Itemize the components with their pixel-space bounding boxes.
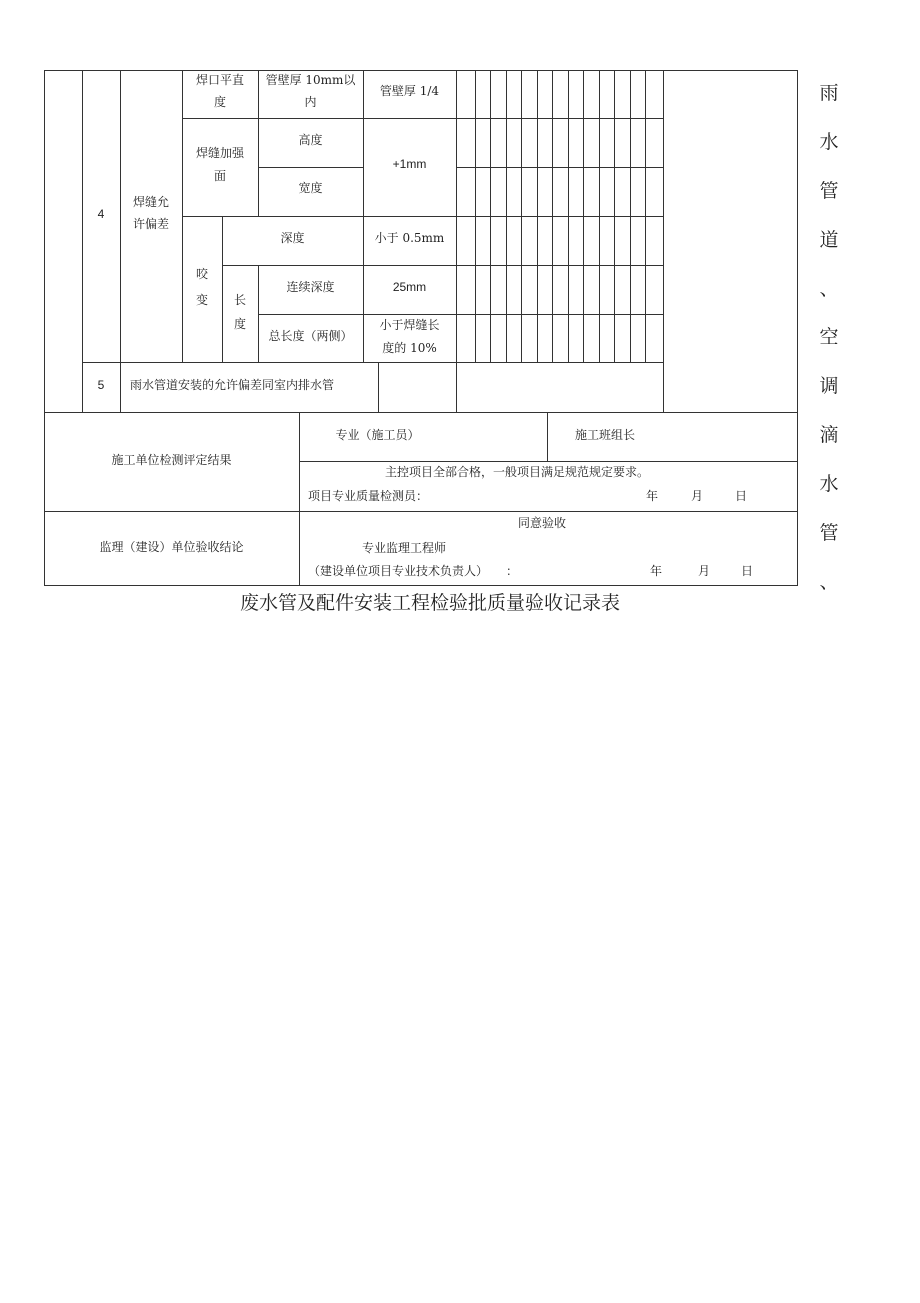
side-heading-char: 水 bbox=[819, 473, 839, 495]
specialty-label: 专业（施工员） bbox=[335, 428, 420, 442]
supervision-label: 监理（建设）单位验收结论 bbox=[99, 540, 244, 554]
side-heading-char: 、 bbox=[819, 278, 839, 300]
item-4-label-line2: 许偏差 bbox=[132, 217, 169, 231]
flatness-condition-line2: 内 bbox=[304, 95, 317, 109]
owner-representative-colon: ： bbox=[506, 564, 519, 578]
length-label-line2: 度 bbox=[233, 317, 246, 331]
construction-summary: 主控项目全部合格，一般项目满足规范规定要求。 bbox=[385, 465, 650, 479]
construction-date-day: 日 bbox=[735, 489, 748, 503]
side-heading-char: 水 bbox=[819, 131, 839, 153]
flatness-label-line1: 焊口平直 bbox=[195, 73, 244, 87]
inspector-label: 项目专业质量检测员： bbox=[308, 489, 429, 503]
side-heading-char: 管 bbox=[819, 522, 839, 544]
side-heading-char: 道 bbox=[819, 229, 839, 251]
team-leader-label: 施工班组长 bbox=[574, 428, 635, 442]
supervision-date-month: 月 bbox=[698, 564, 711, 578]
flatness-label-line2: 度 bbox=[213, 95, 226, 109]
depth-label: 深度 bbox=[280, 231, 305, 245]
side-heading-char: 、 bbox=[819, 571, 839, 593]
item-5-text: 雨水管道安装的允许偏差同室内排水管 bbox=[130, 378, 335, 392]
width-label: 宽度 bbox=[298, 181, 323, 195]
item-4-number: 4 bbox=[97, 207, 105, 221]
reinforce-value: +1mm bbox=[392, 157, 427, 171]
construction-result-label: 施工单位检测评定结果 bbox=[111, 453, 232, 467]
side-heading-char: 雨 bbox=[819, 82, 839, 104]
side-heading-char: 滴 bbox=[819, 424, 839, 446]
supervision-engineer-label: 专业监理工程师 bbox=[362, 541, 447, 555]
flatness-value: 管壁厚 1/4 bbox=[379, 84, 440, 98]
total-length-value-line2: 度的 10% bbox=[382, 341, 437, 355]
item-4-label-line1: 焊缝允 bbox=[132, 195, 169, 209]
total-length-label: 总长度（两侧） bbox=[268, 329, 353, 343]
construction-date-month: 月 bbox=[691, 489, 704, 503]
depth-value: 小于 0.5mm bbox=[374, 231, 445, 245]
reinforce-label-line2: 面 bbox=[213, 169, 226, 183]
height-label: 高度 bbox=[298, 133, 323, 147]
owner-representative-label: （建设单位项目专业技术负责人） bbox=[308, 564, 489, 578]
continuous-depth-label: 连续深度 bbox=[286, 280, 335, 294]
continuous-depth-value: 25mm bbox=[392, 280, 427, 294]
total-length-value-line1: 小于焊缝长 bbox=[379, 318, 440, 332]
undercut-label-line1: 咬 bbox=[195, 267, 208, 281]
undercut-label-line2: 变 bbox=[195, 293, 208, 307]
side-heading-char: 调 bbox=[819, 375, 839, 397]
side-heading-char: 空 bbox=[819, 326, 839, 348]
reinforce-label-line1: 焊缝加强 bbox=[195, 146, 244, 160]
flatness-condition-line1: 管壁厚 10mm以 bbox=[265, 73, 356, 87]
construction-date-year: 年 bbox=[646, 489, 659, 503]
document-title: 废水管及配件安装工程检验批质量验收记录表 bbox=[239, 592, 620, 614]
length-label-line1: 长 bbox=[233, 293, 246, 307]
supervision-date-day: 日 bbox=[741, 564, 754, 578]
supervision-date-year: 年 bbox=[650, 564, 663, 578]
side-heading-char: 管 bbox=[819, 180, 839, 202]
agree-acceptance: 同意验收 bbox=[518, 516, 567, 530]
item-5-number: 5 bbox=[97, 378, 105, 392]
